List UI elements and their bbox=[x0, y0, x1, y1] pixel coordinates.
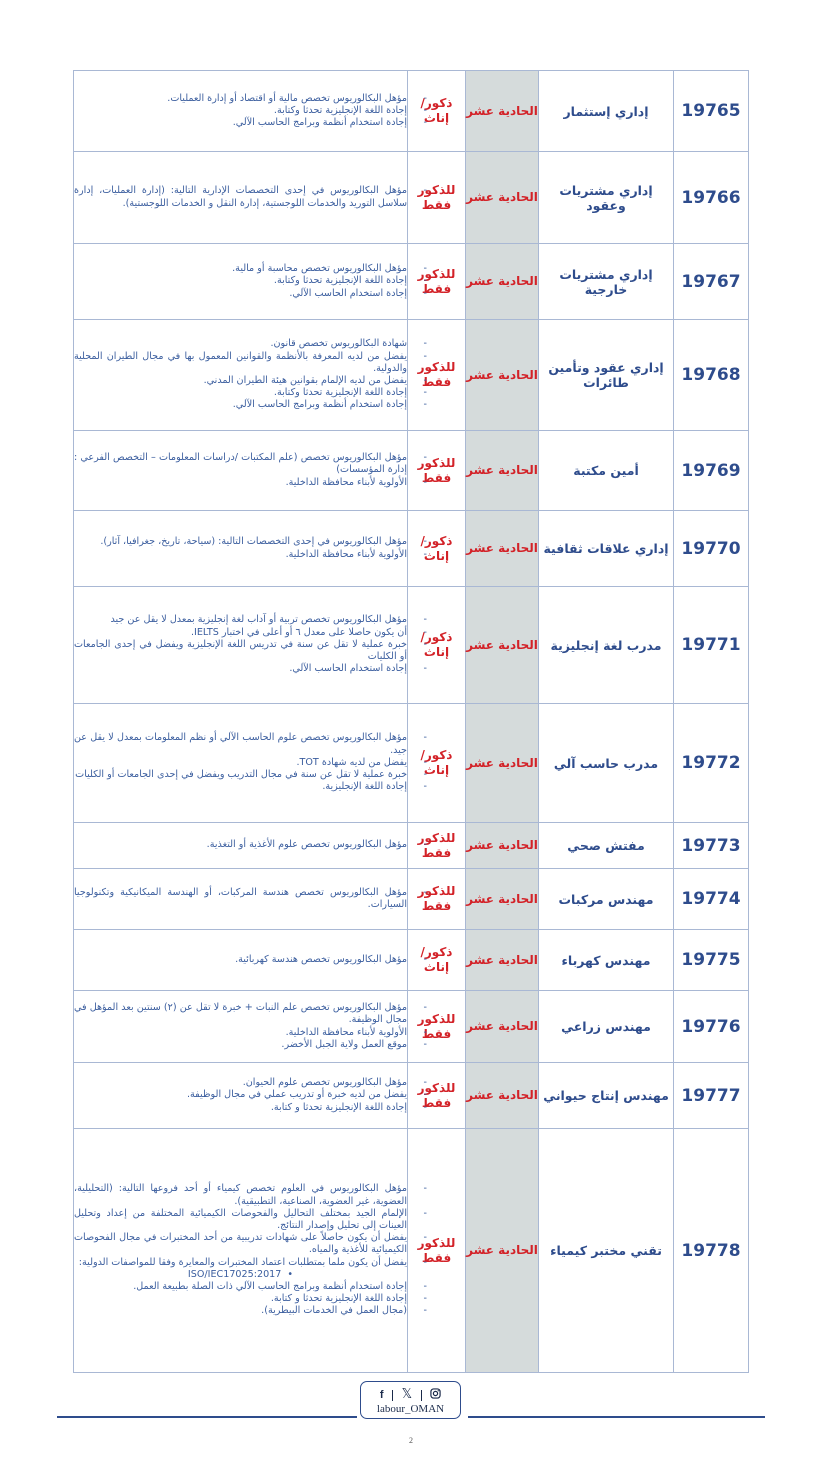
job-grade: الحادية عشر bbox=[466, 1063, 539, 1129]
requirement-item: - مؤهل البكالوريوس في إحدى التخصصات التالية: (سياحة، تاريخ، جغرافيا، آثار). bbox=[74, 536, 407, 548]
job-requirements bbox=[74, 869, 408, 930]
job-code: 19770 bbox=[674, 511, 749, 587]
requirement-item: - موقع العمل ولاية الجبل الأخضر. bbox=[74, 1039, 407, 1051]
requirement-item: - مؤهل البكالوريوس تخصص مالية أو اقتصاد أو إدارة العمليات. bbox=[74, 93, 407, 105]
requirements-list bbox=[74, 732, 407, 793]
requirement-item: - إجادة استخدام أنظمة وبرامج الحاسب الآلي. bbox=[74, 117, 407, 129]
job-row bbox=[74, 869, 749, 930]
job-grade: الحادية عشر bbox=[466, 823, 539, 869]
job-gender: للذكور فقط bbox=[408, 244, 466, 320]
job-title: مهندس كهرباء bbox=[539, 930, 674, 991]
job-title: تقني مختبر كيمياء bbox=[539, 1129, 674, 1373]
footer-line-left bbox=[468, 1416, 765, 1418]
requirement-item: - الأولوية لأبناء محافظة الداخلية. bbox=[74, 549, 407, 561]
job-title: إداري عقود وتأمين طائرات bbox=[539, 320, 674, 431]
job-code: 19768 bbox=[674, 320, 749, 431]
requirement-item: - إجادة استخدام أنظمة وبرامج الحاسب الآلي. bbox=[74, 399, 407, 411]
job-row bbox=[74, 1063, 749, 1129]
requirement-item: - يفضل من لديه خبرة أو تدريب عملي في مجال الوظيفة. bbox=[74, 1089, 407, 1101]
job-requirements bbox=[74, 511, 408, 587]
requirement-item: - يفضل من لديه شهادة TOT. bbox=[74, 757, 407, 769]
requirement-item: - أن يكون حاصلا على معدل ٦ أو أعلى في اختبار IELTS. bbox=[74, 627, 407, 639]
requirement-item: - مؤهل البكالوريوس تخصص (علم المكتبات /دراسات المعلومات – التخصص الفرعي : إدارة المؤسسات) bbox=[74, 452, 407, 476]
requirements-list bbox=[74, 1077, 407, 1114]
job-gender: ذكور/ إناث bbox=[408, 71, 466, 152]
facebook-icon: f bbox=[379, 1389, 384, 1401]
requirement-item: - مؤهل البكالوريوس في إحدى التخصصات الإدارية التالية: (إدارة العمليات، إدارة سلاسل التوريد والخدمات اللوجستية، إدارة النقل و الخدمات اللوجستية). bbox=[74, 185, 407, 209]
job-row bbox=[74, 431, 749, 511]
job-grade: الحادية عشر bbox=[466, 152, 539, 244]
requirement-item: - يفضل من لديه المعرفة بالأنظمة والقوانين المعمول بها في مجال الطيران المحلية والدولية. bbox=[74, 351, 407, 375]
job-row bbox=[74, 991, 749, 1063]
requirements-list bbox=[74, 887, 407, 911]
job-title: مهندس إنتاج حيواني bbox=[539, 1063, 674, 1129]
job-title: أمين مكتبة bbox=[539, 431, 674, 511]
job-grade: الحادية عشر bbox=[466, 320, 539, 431]
job-code: 19766 bbox=[674, 152, 749, 244]
job-code: 19776 bbox=[674, 991, 749, 1063]
instagram-icon bbox=[430, 1388, 441, 1402]
job-gender: للذكور فقط bbox=[408, 823, 466, 869]
job-gender: للذكور فقط bbox=[408, 1129, 466, 1373]
job-row bbox=[74, 704, 749, 823]
jobs-table-body bbox=[74, 71, 749, 1373]
job-requirements bbox=[74, 704, 408, 823]
requirements-list bbox=[74, 263, 407, 300]
requirement-item: - مؤهل البكالوريوس تخصص هندسة المركبات، أو الهندسة الميكانيكية وتكنولوجيا السيارات. bbox=[74, 887, 407, 911]
requirements-list bbox=[74, 185, 407, 209]
job-gender: ذكور/ إناث bbox=[408, 587, 466, 704]
page-number: 2 bbox=[409, 1436, 413, 1445]
requirement-item: - خبرة عملية لا تقل عن سنة في تدريس اللغة الإنجليزية ويفضل في إحدى الجامعات أو الكليات bbox=[74, 639, 407, 663]
job-code: 19775 bbox=[674, 930, 749, 991]
job-gender: للذكور فقط bbox=[408, 991, 466, 1063]
job-title: إداري مشتريات خارجية bbox=[539, 244, 674, 320]
job-gender: للذكور فقط bbox=[408, 1063, 466, 1129]
requirement-item: - يفضل أن يكون ملما بمتطلبات اعتماد المختبرات والمعايرة وفقا للمواصفات الدولية: bbox=[74, 1257, 407, 1269]
requirement-item: - خبرة عملية لا تقل عن سنة في مجال التدريب ويفضل في إحدى الجامعات أو الكليات bbox=[74, 769, 407, 781]
x-icon: 𝕏 bbox=[401, 1387, 413, 1402]
requirement-item: - إجادة استخدام الحاسب الآلي. bbox=[74, 663, 407, 675]
job-gender: للذكور فقط bbox=[408, 431, 466, 511]
job-grade: الحادية عشر bbox=[466, 431, 539, 511]
job-row bbox=[74, 930, 749, 991]
requirements-list bbox=[74, 452, 407, 489]
job-gender: للذكور فقط bbox=[408, 869, 466, 930]
job-code: 19772 bbox=[674, 704, 749, 823]
requirement-item: - إجادة استخدام أنظمة وبرامج الحاسب الآلي ذات الصلة بطبيعة العمل. bbox=[74, 1281, 407, 1293]
requirement-item: - مؤهل البكالوريوس تخصص محاسبة أو مالية. bbox=[74, 263, 407, 275]
requirement-item: - يفضل من لديه الإلمام بقوانين هيئة الطيران المدني. bbox=[74, 375, 407, 387]
job-row bbox=[74, 1129, 749, 1373]
job-row bbox=[74, 71, 749, 152]
job-row bbox=[74, 320, 749, 431]
job-requirements bbox=[74, 930, 408, 991]
job-code: 19767 bbox=[674, 244, 749, 320]
job-gender: للذكور فقط bbox=[408, 152, 466, 244]
job-grade: الحادية عشر bbox=[466, 511, 539, 587]
job-requirements bbox=[74, 587, 408, 704]
job-grade: الحادية عشر bbox=[466, 704, 539, 823]
requirement-item: - إجادة اللغة الإنجليزية. bbox=[74, 781, 407, 793]
job-requirements bbox=[74, 1063, 408, 1129]
requirement-item: - إجادة اللغة الإنجليزية تحدثا و كتابة. bbox=[74, 1102, 407, 1114]
job-code: 19773 bbox=[674, 823, 749, 869]
job-requirements bbox=[74, 71, 408, 152]
footer-line-right bbox=[57, 1416, 357, 1418]
job-requirements bbox=[74, 152, 408, 244]
requirement-item: - (مجال العمل في الخدمات البيطرية). bbox=[74, 1305, 407, 1317]
job-grade: الحادية عشر bbox=[466, 869, 539, 930]
job-grade: الحادية عشر bbox=[466, 71, 539, 152]
job-requirements bbox=[74, 244, 408, 320]
job-title: مهندس مركبات bbox=[539, 869, 674, 930]
job-requirements bbox=[74, 320, 408, 431]
job-requirements bbox=[74, 1129, 408, 1373]
requirements-list bbox=[74, 93, 407, 130]
job-title: إداري علاقات ثقافية bbox=[539, 511, 674, 587]
job-requirements bbox=[74, 431, 408, 511]
job-gender: ذكور/ إناث bbox=[408, 704, 466, 823]
requirement-item: - مؤهل البكالوريوس تخصص علم النبات + خبرة لا تقل عن (٢) سنتين بعد المؤهل في مجال الوظيفة. bbox=[74, 1002, 407, 1026]
requirement-item: - مؤهل البكالوريوس تخصص علوم الحاسب الآلي أو نظم المعلومات بمعدل لا يقل عن جيد. bbox=[74, 732, 407, 756]
requirement-item: - الأولوية لأبناء محافظة الداخلية. bbox=[74, 477, 407, 489]
requirements-list bbox=[74, 1002, 407, 1051]
job-gender: ذكور/ إناث bbox=[408, 930, 466, 991]
requirement-item: - إجادة استخدام الحاسب الآلي. bbox=[74, 288, 407, 300]
job-title: مدرب حاسب آلي bbox=[539, 704, 674, 823]
job-title: مدرب لغة إنجليزية bbox=[539, 587, 674, 704]
social-media-badge bbox=[360, 1381, 461, 1419]
job-requirements bbox=[74, 823, 408, 869]
job-row bbox=[74, 152, 749, 244]
jobs-table bbox=[73, 70, 749, 1373]
requirements-list bbox=[74, 839, 407, 851]
requirement-item: - مؤهل البكالوريوس تخصص تربية أو آداب لغة إنجليزية بمعدل لا يقل عن جيد bbox=[74, 614, 407, 626]
requirements-list bbox=[74, 614, 407, 675]
separator bbox=[392, 1390, 393, 1401]
requirement-item: - إجادة اللغة الإنجليزية تحدثا وكتابة. bbox=[74, 275, 407, 287]
requirement-item: - الأولوية لأبناء محافظة الداخلية. bbox=[74, 1027, 407, 1039]
job-row bbox=[74, 587, 749, 704]
job-title: مفتش صحي bbox=[539, 823, 674, 869]
requirement-item: - الإلمام الجيد بمختلف التحاليل والفحوصات الكيميائية المختلفة من إعداد وتحليل العينات إلى تحليل وإصدار النتائج. bbox=[74, 1208, 407, 1232]
job-code: 19765 bbox=[674, 71, 749, 152]
job-title: إداري مشتريات وعقود bbox=[539, 152, 674, 244]
job-row bbox=[74, 823, 749, 869]
job-grade: الحادية عشر bbox=[466, 244, 539, 320]
job-grade: الحادية عشر bbox=[466, 1129, 539, 1373]
job-grade: الحادية عشر bbox=[466, 587, 539, 704]
requirement-item: - يفضل أن يكون حاصلاً على شهادات تدريبية من أحد المختبرات في مجال الفحوصات الكيميائية للأغذية والمياه. bbox=[74, 1232, 407, 1256]
requirement-item: - شهادة البكالوريوس تخصص قانون. bbox=[74, 338, 407, 350]
separator bbox=[421, 1390, 422, 1401]
requirement-item: - إجادة اللغة الإنجليزية تحدثا وكتابة. bbox=[74, 105, 407, 117]
requirement-item: • ISO/IEC17025:2017 bbox=[74, 1269, 407, 1281]
job-gender: للذكور فقط bbox=[408, 320, 466, 431]
requirement-item: - مؤهل البكالوريوس تخصص علوم الحيوان. bbox=[74, 1077, 407, 1089]
job-gender: ذكور/ إناث bbox=[408, 511, 466, 587]
requirements-list bbox=[74, 536, 407, 560]
job-code: 19769 bbox=[674, 431, 749, 511]
job-grade: الحادية عشر bbox=[466, 930, 539, 991]
job-code: 19774 bbox=[674, 869, 749, 930]
requirement-item: - إجادة اللغة الإنجليزية تحدثا و كتابة. bbox=[74, 1293, 407, 1305]
job-requirements bbox=[74, 991, 408, 1063]
requirements-list bbox=[74, 1183, 407, 1317]
job-title: مهندس زراعي bbox=[539, 991, 674, 1063]
social-handle: labour_OMAN bbox=[376, 1403, 445, 1415]
requirement-item: - إجادة اللغة الإنجليزية تحدثا وكتابة. bbox=[74, 387, 407, 399]
job-code: 19777 bbox=[674, 1063, 749, 1129]
job-code: 19771 bbox=[674, 587, 749, 704]
job-row bbox=[74, 511, 749, 587]
job-grade: الحادية عشر bbox=[466, 991, 539, 1063]
requirement-item: - مؤهل البكالوريوس تخصص علوم الأغذية أو التغذية. bbox=[74, 839, 407, 851]
social-icons bbox=[361, 1388, 460, 1402]
requirements-list bbox=[74, 338, 407, 411]
job-title: إداري إستثمار bbox=[539, 71, 674, 152]
job-code: 19778 bbox=[674, 1129, 749, 1373]
requirement-item: - مؤهل البكالوريوس في العلوم تخصص كيمياء أو أحد فروعها التالية: (التحليلية، العضوية، غير العضوية، الصناعية، التطبيقية). bbox=[74, 1183, 407, 1207]
job-row bbox=[74, 244, 749, 320]
requirements-list bbox=[74, 954, 407, 966]
requirement-item: - مؤهل البكالوريوس تخصص هندسة كهربائية. bbox=[74, 954, 407, 966]
